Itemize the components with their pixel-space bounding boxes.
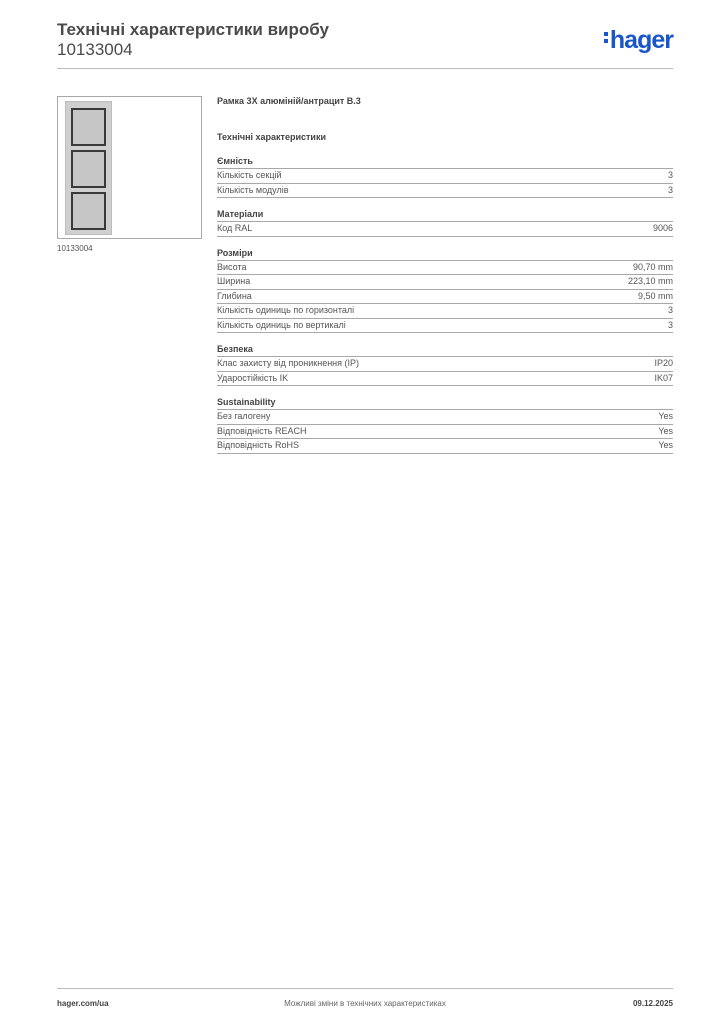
spec-row bbox=[217, 319, 673, 334]
spec-label: Клас захисту від проникнення (IP) bbox=[217, 358, 360, 368]
spec-row bbox=[217, 222, 673, 237]
image-caption: 10133004 bbox=[57, 244, 93, 253]
spec-label: Кількість одиниць по горизонталі bbox=[217, 305, 355, 315]
spec-label: Код RAL bbox=[217, 223, 253, 233]
spec-value: 3 bbox=[667, 319, 673, 330]
spec-label: Кількість секцій bbox=[217, 170, 282, 180]
spec-group bbox=[217, 397, 673, 454]
page-footer bbox=[57, 988, 673, 1012]
spec-value: 90,70 mm bbox=[632, 261, 673, 272]
footer-website: hager.com/ua bbox=[57, 999, 109, 1008]
page-title: Технічні характеристики виробу bbox=[57, 20, 329, 39]
frame-slot bbox=[71, 150, 106, 188]
spec-row bbox=[217, 304, 673, 319]
spec-value: IP20 bbox=[654, 358, 673, 368]
spec-row bbox=[217, 184, 673, 199]
spec-group-title: Розміри bbox=[217, 248, 673, 261]
spec-row bbox=[217, 425, 673, 440]
spec-value: Yes bbox=[658, 411, 673, 421]
spec-group bbox=[217, 209, 673, 237]
spec-row bbox=[217, 439, 673, 454]
spec-value: Yes bbox=[658, 425, 673, 436]
spec-value: IK07 bbox=[654, 372, 673, 383]
footer-notice: Можливі зміни в технічних характеристиках bbox=[284, 999, 446, 1008]
spec-value: 3 bbox=[667, 170, 673, 180]
spec-group-title: Матеріали bbox=[217, 209, 673, 222]
spec-label: Кількість модулів bbox=[217, 184, 289, 195]
spec-groups bbox=[217, 156, 673, 454]
spec-label: Без галогену bbox=[217, 411, 271, 421]
spec-group-title: Ємність bbox=[217, 156, 673, 169]
spec-row bbox=[217, 410, 673, 425]
spec-label: Ударостійкість IK bbox=[217, 372, 289, 383]
footer-date: 09.12.2025 bbox=[632, 999, 673, 1008]
spec-value: 9,50 mm bbox=[637, 290, 673, 301]
spec-label: Ширина bbox=[217, 276, 251, 286]
spec-value: 9006 bbox=[652, 223, 673, 233]
brand-logo bbox=[604, 26, 673, 54]
spec-row bbox=[217, 275, 673, 290]
product-number: 10133004 bbox=[57, 40, 133, 59]
spec-row bbox=[217, 372, 673, 387]
spec-row bbox=[217, 290, 673, 305]
spec-value: 3 bbox=[667, 184, 673, 195]
frame-slot bbox=[71, 192, 106, 230]
spec-row bbox=[217, 357, 673, 372]
specs-content bbox=[217, 96, 673, 465]
spec-value: Yes bbox=[658, 440, 673, 450]
logo-dots-icon bbox=[604, 29, 609, 46]
spec-label: Відповідність RoHS bbox=[217, 440, 299, 450]
spec-label: Глибина bbox=[217, 290, 252, 301]
spec-value: 223,10 mm bbox=[627, 276, 673, 286]
product-image bbox=[57, 96, 202, 239]
spec-group-title: Sustainability bbox=[217, 397, 673, 410]
logo-text: hager bbox=[609, 26, 673, 54]
page-header bbox=[57, 20, 673, 69]
spec-group bbox=[217, 156, 673, 198]
spec-group-title: Безпека bbox=[217, 344, 673, 357]
spec-row bbox=[217, 169, 673, 184]
frame-slot bbox=[71, 108, 106, 146]
frame-illustration bbox=[65, 101, 112, 235]
spec-label: Відповідність REACH bbox=[217, 425, 307, 436]
spec-row bbox=[217, 261, 673, 276]
spec-value: 3 bbox=[667, 305, 673, 315]
product-name: Рамка 3X алюміній/антрацит B.3 bbox=[217, 96, 361, 106]
spec-group bbox=[217, 248, 673, 334]
specs-section-title: Технічні характеристики bbox=[217, 132, 326, 142]
spec-group bbox=[217, 344, 673, 386]
spec-label: Кількість одиниць по вертикалі bbox=[217, 319, 346, 330]
spec-label: Висота bbox=[217, 261, 247, 272]
